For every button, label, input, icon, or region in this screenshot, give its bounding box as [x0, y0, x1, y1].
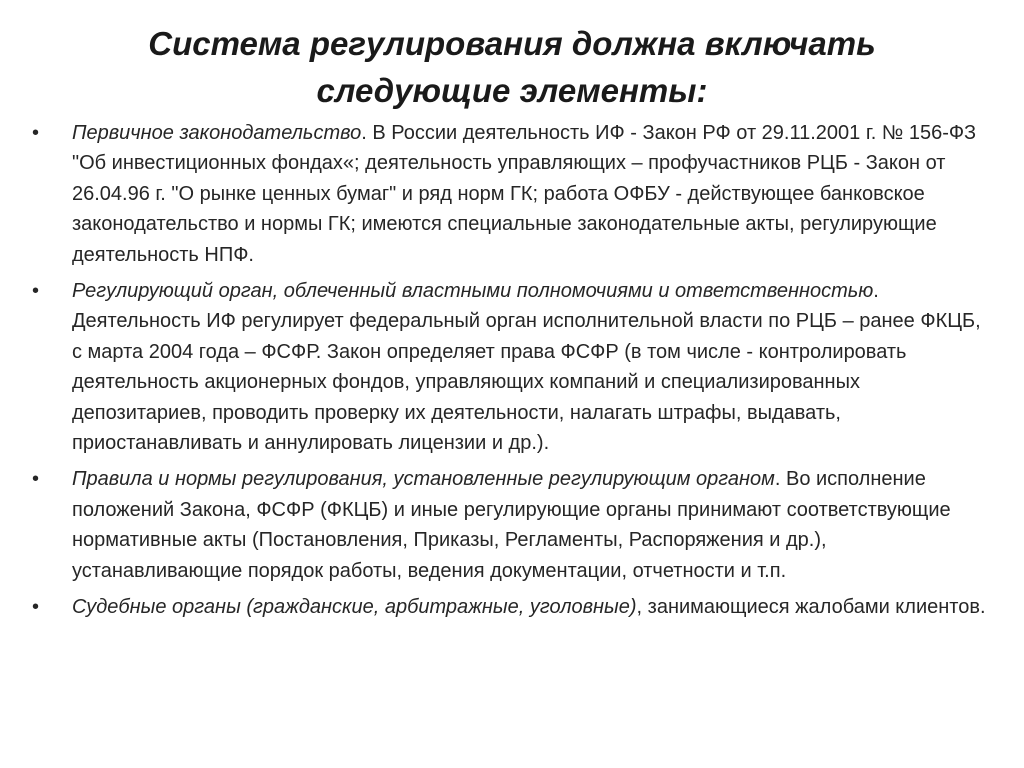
bullet-term: Первичное законодательство	[72, 122, 362, 144]
bullet-text: . Деятельность ИФ регулирует федеральный орган исполнительной власти по РЦБ – ранее ФКЦБ, с марта 2004 года – ФСФР. Закон определяет права ФСФР (в том числе - контролировать деятельность акционерных фондов, управляющих компаний и специализированных депозитариев, проводить проверку их деятельности, налагать штрафы, выдавать, приостанавливать и аннулировать лицензии и др.).	[72, 280, 981, 455]
bullet-text: , занимающиеся жалобами клиентов.	[636, 596, 986, 619]
bullet-item-regulation-rules	[32, 464, 992, 586]
bullet-dot-icon: •	[32, 122, 40, 144]
slide-title	[40, 20, 984, 114]
bullet-dot-icon: •	[32, 468, 40, 491]
slide-title-line-1: Система регулирования должна включать	[148, 25, 876, 62]
bullet-item-regulatory-body	[32, 276, 992, 458]
bullet-item-judicial-bodies	[32, 592, 992, 622]
bullet-dot-icon: •	[32, 596, 40, 619]
bullet-item-primary-legislation	[32, 118, 992, 270]
bullet-dot-icon: •	[32, 280, 40, 303]
bullet-list	[32, 118, 992, 629]
bullet-term: Судебные органы (гражданские, арбитражные, уголовные)	[72, 596, 637, 619]
bullet-term: Регулирующий орган, облеченный властными полномочиями и ответственностью	[72, 280, 874, 303]
bullet-text: . В России деятельность ИФ - Закон РФ от 29.11.2001 г. № 156-ФЗ "Об инвестиционных фондах«; деятельность управляющих – профучастников РЦБ - Закон от 26.04.96 г. "О рынке ценных бумаг" и ряд норм ГК; работа ОФБУ - действующее банковское законодательство и нормы ГК; имеются специальные законодательные акты, регулирующие деятельность НПФ.	[72, 122, 977, 266]
slide-title-line-2: следующие элементы:	[316, 72, 708, 109]
bullet-term: Правила и нормы регулирования, установленные регулирующим органом	[72, 468, 775, 491]
bullet-text: . Во исполнение положений Закона, ФСФР (ФКЦБ) и иные регулирующие органы принимают соответствующие нормативные акты (Постановления, Приказы, Регламенты, Распоряжения и др.), устанавливающие порядок работы, ведения документации, отчетности и т.п.	[72, 468, 951, 582]
